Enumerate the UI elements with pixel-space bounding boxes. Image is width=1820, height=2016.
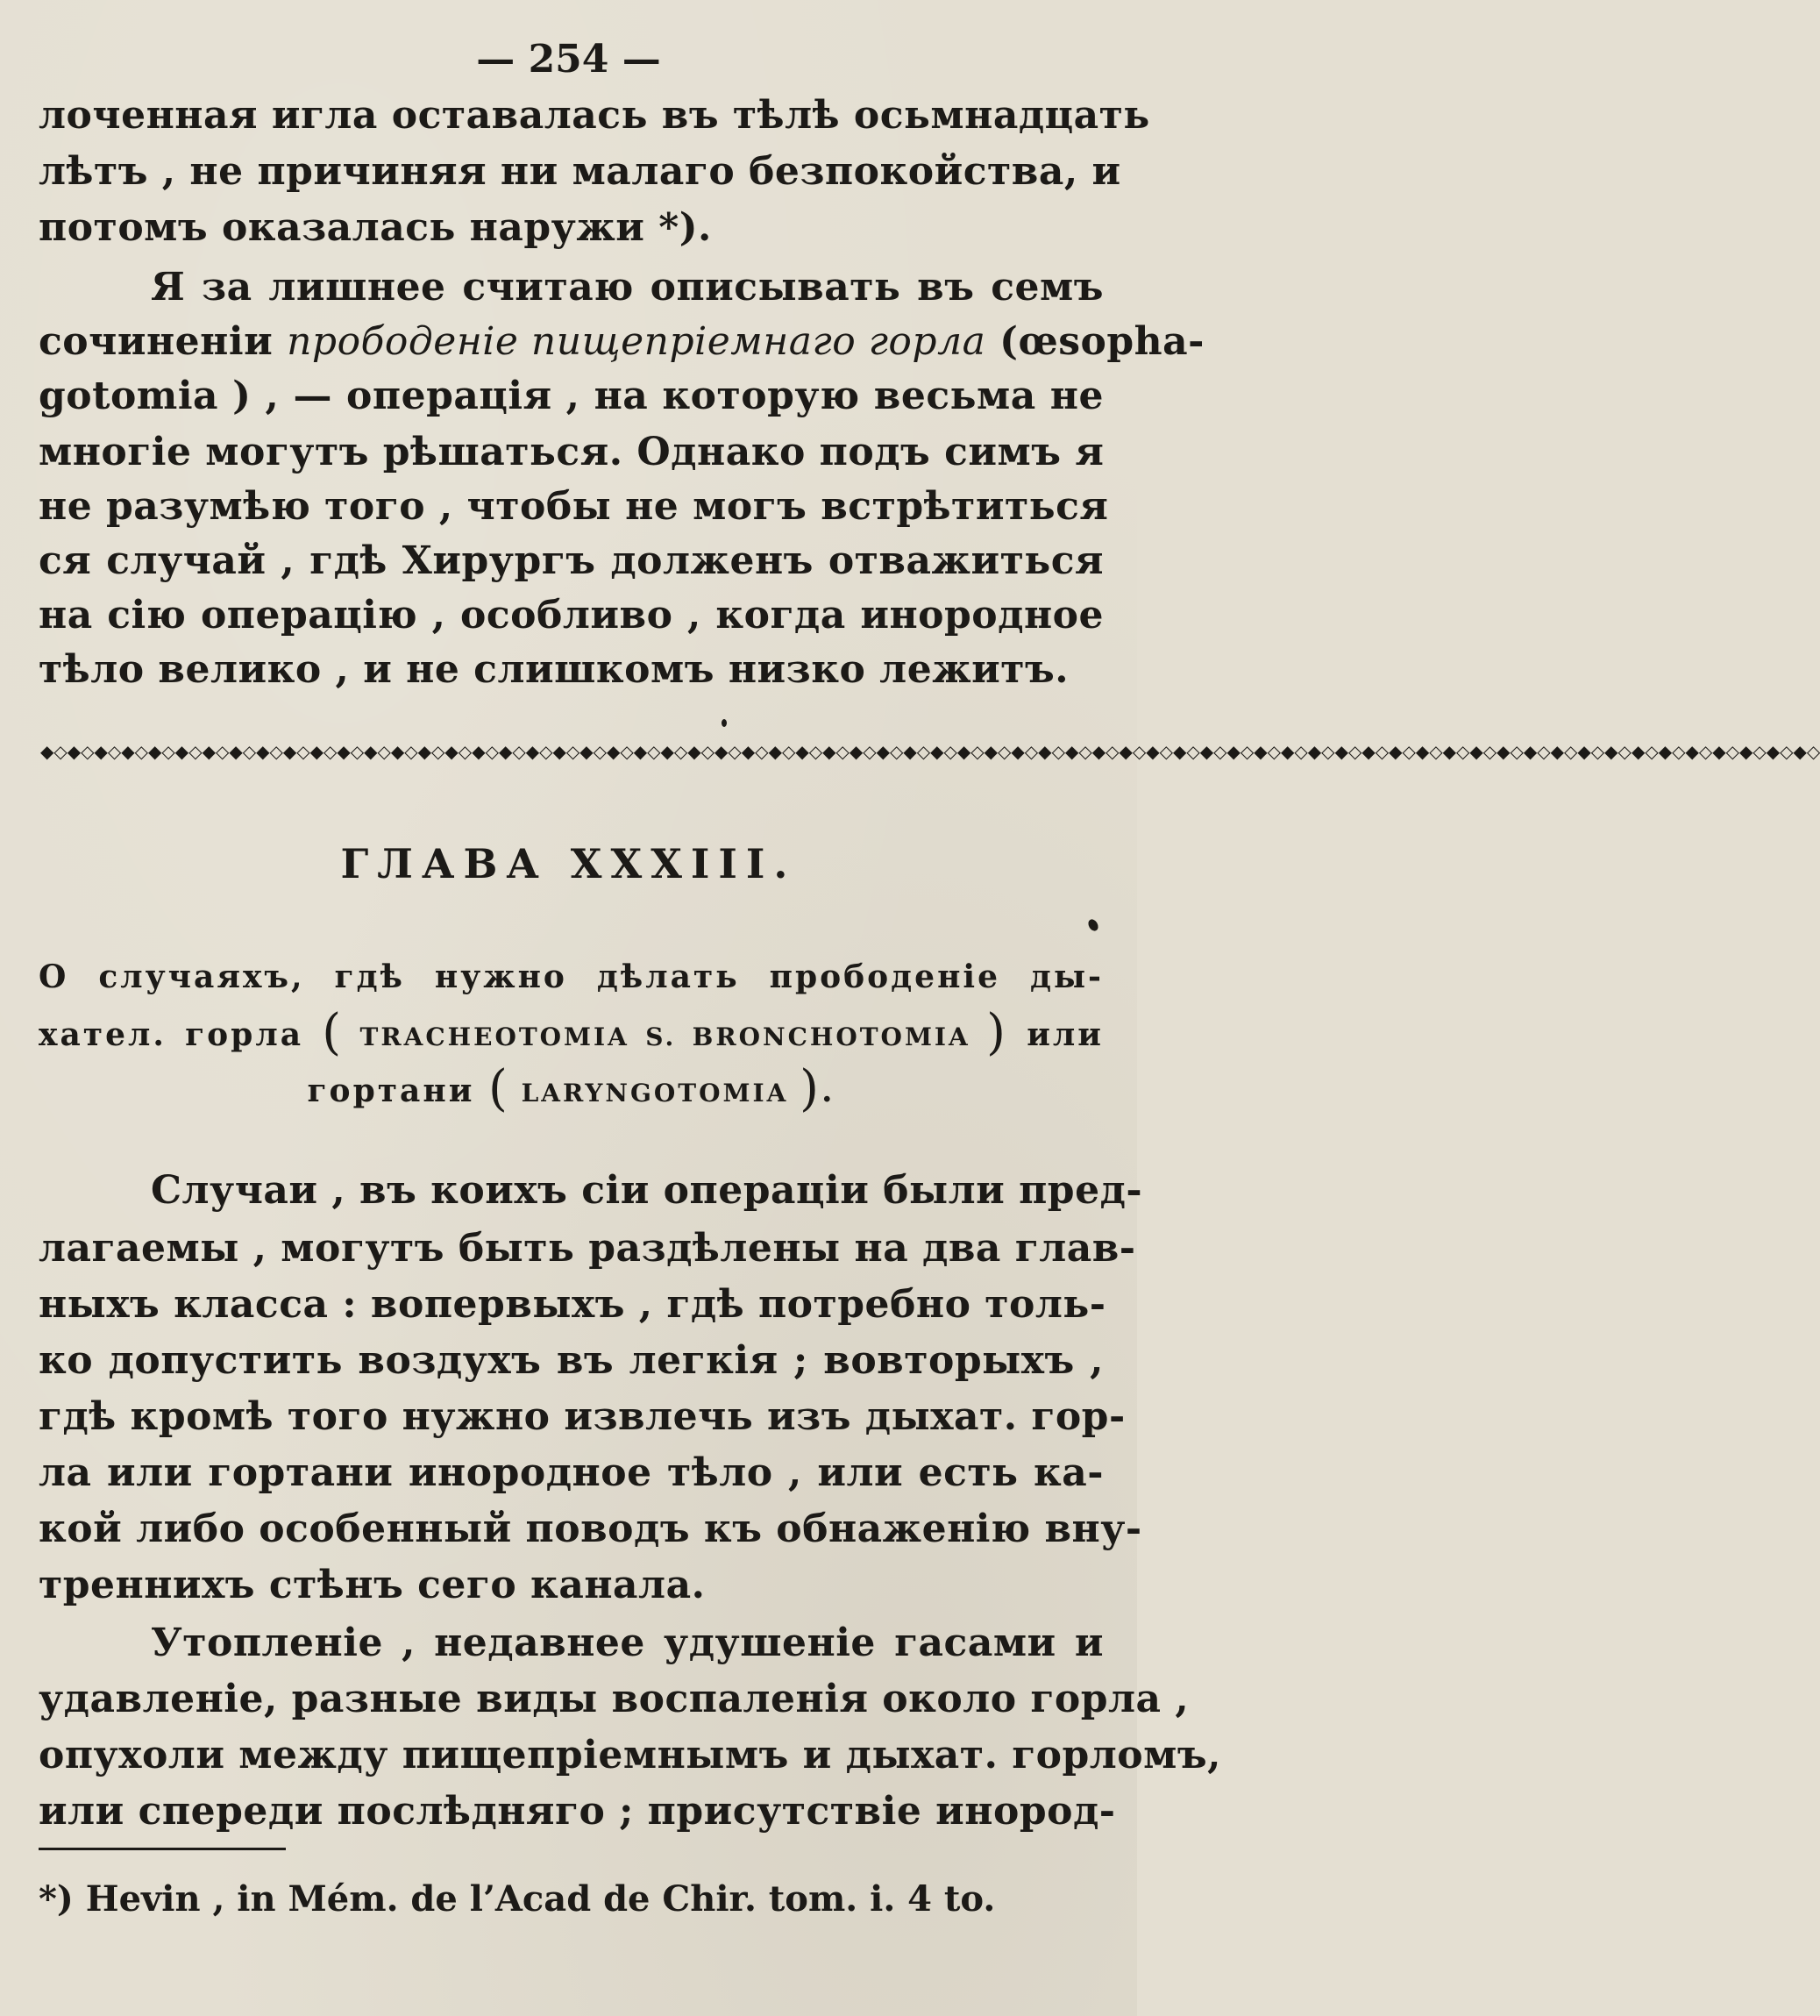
- text-line: потомъ оказалась наружи *).: [39, 205, 712, 250]
- text-line: кой либо особенный поводъ къ обнаженію вну-: [39, 1507, 1142, 1551]
- text-line: тѣло велико , и не слишкомъ низко лежитъ.: [39, 647, 1070, 692]
- text-line: удавленіе, разные виды воспаленія около горла ,: [39, 1677, 1190, 1721]
- chapter-heading: ГЛАВА XXXIII.: [340, 840, 797, 887]
- paragraph-first-line: Утопленіе , недавнее удушеніе гасами и: [151, 1621, 1104, 1665]
- text-line: не разумѣю того , чтобы не могъ встрѣтиться: [39, 484, 1109, 529]
- text-line: лѣтъ , не причиняя ни малаго безпокойства, и: [39, 149, 1121, 194]
- text-line: ся случай , гдѣ Хирургъ долженъ отважиться: [39, 538, 1104, 583]
- text-line: опухоли между пищепріемнымъ и дыхат. горломъ,: [39, 1733, 1221, 1777]
- text-line: на сію операцію , особливо , когда инородное: [39, 593, 1104, 638]
- text-line: ла или гортани инородное тѣло , или есть ка-: [39, 1450, 1104, 1495]
- text-line: или спереди послѣдняго ; присутствіе инород-: [39, 1789, 1116, 1834]
- footnote-rule: [39, 1848, 286, 1850]
- text-line: лагаемы , могутъ быть раздѣлены на два глав-: [39, 1226, 1136, 1271]
- ornamental-divider: ◆◇◆◇◆◇◆◇◆◇◆◇◆◇◆◇◆◇◆◇◆◇◆◇◆◇◆◇◆◇◆◇◆◇◆◇◆◇◆◇◆◇◆◇◆◇◆◇◆◇◆◇◆◇◆◇◆◇◆◇◆◇◆◇◆◇◆◇◆◇◆◇◆◇◆◇◆◇◆◇◆◇◆◇◆◇◆◇◆◇◆◇◆◇◆◇◆◇◆◇◆◇◆◇◆◇◆◇◆◇◆◇◆◇◆◇◆◇◆◇◆◇◆◇◆◇◆◇◆◇◆◇: [40, 741, 1820, 762]
- text-span: .: [821, 1072, 835, 1109]
- close-paren: ): [986, 1004, 1009, 1061]
- italic-term: прободеніе пищепріемнаго горла: [287, 319, 986, 364]
- text-line: лоченная игла оставалась въ тѣлѣ осьмнадцать: [39, 93, 1150, 138]
- text-span: (œsopha-: [985, 319, 1205, 364]
- paragraph-first-line: Случаи , въ коихъ сіи операціи были пред-: [151, 1168, 1143, 1213]
- chapter-subtitle-line: [39, 1060, 1104, 1118]
- text-line-with-italic: [39, 317, 1205, 367]
- text-span: гортани: [307, 1072, 488, 1109]
- paragraph-first-line: Я за лишнее считаю описывать въ семъ: [151, 265, 1104, 310]
- footnote: *) Hevin , in Mém. de l’Acad de Chir. tom. i. 4 to.: [39, 1878, 996, 1920]
- text-line: треннихъ стѣнъ сего канала.: [39, 1563, 706, 1607]
- page-number: — 254 —: [476, 37, 661, 82]
- text-span: сочиненіи: [39, 319, 288, 364]
- text-line: ко допустить воздухъ въ легкія ; вовторыхъ ,: [39, 1338, 1104, 1383]
- open-paren: (: [487, 1060, 510, 1117]
- print-speck: [722, 719, 727, 727]
- text-line: ныхъ класса : вопервыхъ , гдѣ потребно толь-: [39, 1282, 1106, 1327]
- latin-term: LARYNGOTOMIA: [509, 1079, 800, 1108]
- text-span: хател. горла: [39, 1016, 323, 1053]
- open-paren: (: [322, 1004, 345, 1061]
- text-line: гдѣ кромѣ того нужно извлечь изъ дыхат. гор-: [39, 1394, 1126, 1439]
- chapter-subtitle-line: [39, 1004, 1105, 1062]
- text-span: или: [1008, 1016, 1105, 1053]
- latin-term: TRACHEOTOMIA S. BRONCHOTOMIA: [344, 1022, 987, 1051]
- text-line: многіе могутъ рѣшаться. Однако подъ симъ я: [39, 430, 1105, 474]
- print-speck: [1086, 917, 1100, 932]
- text-line: gotomia ) , — операція , на которую весьма не: [39, 374, 1104, 418]
- close-paren: ): [800, 1060, 821, 1117]
- chapter-subtitle-line: О случаяхъ, гдѣ нужно дѣлать прободеніе ды-: [39, 958, 1104, 995]
